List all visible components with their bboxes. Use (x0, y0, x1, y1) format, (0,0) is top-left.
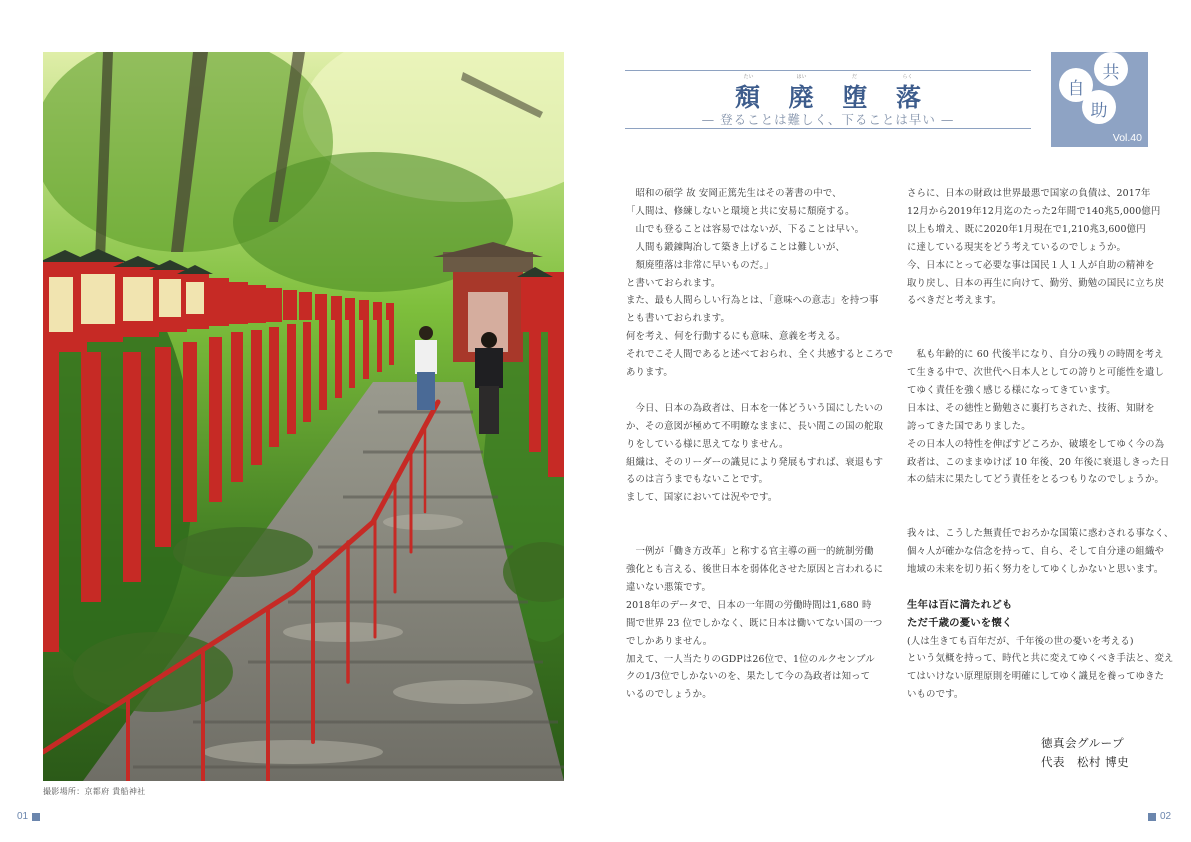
text-line: という気概を持って、時代と共に変えてゆくべき手法と、変え (907, 653, 1174, 665)
text-line: その日本人の特性を伸ばすどころか、破壊をしてゆく今の為 (907, 438, 1165, 450)
ruby-2: はい (796, 74, 807, 80)
text-line: でしかありません。 (626, 635, 713, 647)
text-line: るのは言うまでもないことです。 (626, 474, 769, 486)
badge-kanji-kyo: 共 (1102, 63, 1120, 83)
text-line: また、最も人間らしい行為とは、「意味への意志」を持つ事 (626, 295, 879, 307)
title-block (625, 70, 1031, 130)
text-line: 組織は、そのリーダーの識見により発展もすれば、衰退もす (626, 456, 884, 468)
title-rule-top (625, 70, 1031, 71)
page-number-left-text: 01 (17, 811, 29, 822)
text-line: いものです。 (907, 689, 964, 701)
shrine-photo (43, 52, 564, 781)
text-line: 強化とも言える、後世日本を弱体化させた原因と言われるに (626, 563, 884, 575)
signature-org: 徳真会グループ (1041, 736, 1125, 750)
photo-caption: 撮影場所：京都府 貴船神社 (43, 787, 146, 796)
text-line: 本の結末に果たしてどう責任をとるつもりなのでしょうか。 (907, 474, 1165, 486)
page-number-right (1148, 811, 1171, 822)
text-line: 日本は、その徳性と勤勉さに裏打ちされた、技術、知財を (907, 402, 1155, 414)
text-line: 一例が「働き方改革」と称する官主導の画一的統制労働 (626, 546, 874, 558)
text-line: か、その意図が極めて不明瞭なままに、長い間この国の舵取 (626, 420, 884, 432)
text-column-right (907, 185, 1174, 704)
text-line: 何を考え、何を行動するにも意味、意義を考える。 (626, 331, 846, 343)
text-line (907, 489, 1153, 507)
text-line: に達している現実をどう考えているのでしょうか。 (907, 241, 1127, 253)
text-line: (人は生きても百年だが、千年後の世の憂いを考える) (907, 635, 1134, 647)
title-rule-bottom (625, 128, 1031, 129)
text-line: 生年は百に満たれども (907, 598, 1013, 611)
page-title: 頽 廃 堕 落 (734, 83, 932, 112)
text-line: て生きる中で、次世代へ日本人としての誇りと可能性を遺し (907, 367, 1164, 379)
text-line: 以上も増え、既に2020年1月現在で1,210兆3,600億円 (907, 223, 1146, 235)
signature-block (1041, 734, 1129, 772)
text-line: 昭和の碩学 故 安岡正篤先生はその著書の中で、 (626, 188, 842, 199)
page-number-left (17, 811, 40, 822)
text-line (626, 507, 874, 525)
text-line: 人間も鍛錬陶冶して築き上げることは難しいが、 (626, 241, 846, 253)
volume-label: Vol.40 (1112, 132, 1142, 144)
text-line (626, 382, 874, 400)
page-marker-square (32, 813, 40, 821)
text-line: それでこそ人間であると述べておられ、全く共感するところで (626, 349, 894, 361)
badge-kanji-jo: 助 (1090, 101, 1108, 121)
page-marker-square (1148, 813, 1156, 821)
text-line: と書いておられます。 (626, 277, 721, 289)
text-line: さらに、日本の財政は世界最悪で国家の負債は、2017年 (907, 188, 1151, 199)
text-line: クの1/3位でしかないのを、果たして今の為政者は知って (626, 671, 871, 683)
text-line: てゆく責任を強く感じる様になってきています。 (907, 384, 1116, 396)
text-line: 12月から2019年12月迄のたった2年間で140兆5,000億円 (907, 205, 1161, 217)
text-line (907, 579, 1153, 597)
text-line: まして、国家においては況やです。 (626, 492, 778, 504)
text-line (907, 507, 1153, 525)
page-subtitle: — 登ることは難しく、下ることは早い — (701, 112, 955, 127)
ruby-3: だ (851, 74, 857, 80)
ruby-1: たい (743, 74, 754, 80)
text-line: 取り戻し、日本の再生に向けて、勤労、勤勉の国民に立ち戻 (907, 277, 1164, 289)
text-line: りをしている様に思えてなりません。 (626, 438, 789, 450)
text-line: 今、日本にとって必要な事は国民１人１人が自助の精神を (907, 259, 1155, 271)
badge-kanji-ji: 自 (1067, 79, 1085, 99)
text-line: 政者は、このままゆけば 10 年後、20 年後に衰退しきった日 (907, 456, 1170, 468)
text-line: とも書いておられます。 (626, 313, 731, 325)
text-line: てはいけない原理原則を明確にしてゆく識見を養ってゆきた (907, 671, 1165, 683)
text-line: あります。 (626, 367, 673, 379)
text-line: 違いない悪策です。 (626, 581, 711, 593)
page-number-right-text: 02 (1160, 811, 1172, 822)
text-line: 個々人が確かな信念を持って、自ら、そして自分達の組織や (907, 546, 1164, 558)
text-line: 加えて、一人当たりのGDPは26位で、1位のルクセンブル (626, 653, 875, 665)
text-line: 頽廃堕落は非常に早いものだ。」 (626, 259, 774, 271)
text-line: 2018年のデータで、日本の一年間の労働時間は1,680 時 (626, 599, 872, 611)
text-column-left (626, 185, 894, 704)
signature-name: 代表 松村 博史 (1041, 755, 1130, 769)
text-line: 間で世界 23 位でしかなく、既に日本は働いてない国の一つ (626, 617, 883, 629)
series-badge (1051, 52, 1148, 147)
text-line: 「人間は、修練しないと環境と共に安易に頽廃する。 (626, 205, 855, 217)
text-line (907, 328, 1153, 346)
text-line: 地域の未来を切り拓く努力をしてゆくしかないと思います。 (907, 563, 1164, 575)
text-line: 誇ってきた国でありました。 (907, 420, 1031, 432)
text-line: 山でも登ることは容易ではないが、下ることは早い。 (626, 223, 865, 235)
text-line: 我々は、こうした無責任でおろかな国策に惑わされる事なく、 (907, 528, 1174, 540)
text-line: 今日、日本の為政者は、日本を一体どういう国にしたいの (626, 402, 884, 414)
ruby-4: らく (902, 74, 913, 80)
text-line: ただ千歳の憂いを懐く (907, 616, 1013, 629)
text-line (907, 310, 1153, 328)
text-line: 私も年齢的に 60 代後半になり、自分の残りの時間を考え (907, 349, 1164, 361)
text-line: いるのでしょうか。 (626, 689, 712, 701)
text-line: るべきだと考えます。 (907, 295, 1002, 307)
text-line (626, 525, 874, 543)
